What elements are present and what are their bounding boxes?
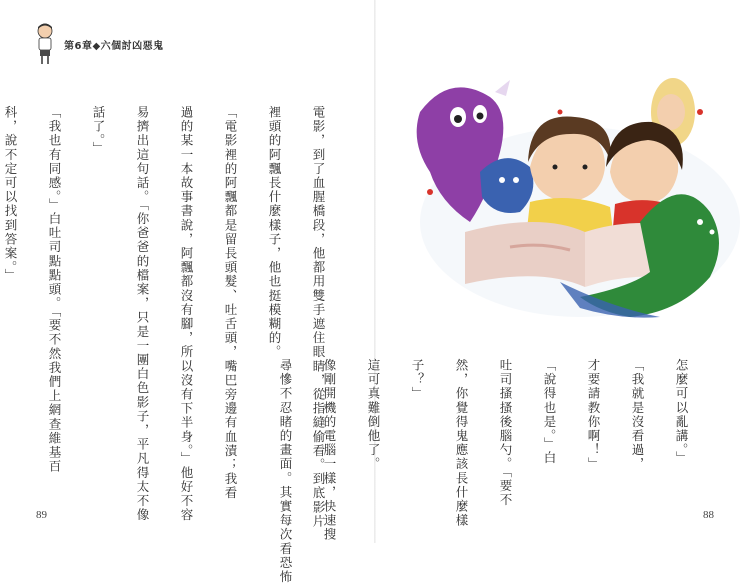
text-line: 「我就是沒看過，: [630, 358, 645, 472]
children-and-ghosts-illustration: [410, 72, 740, 322]
text-line: 科，說不定可以找到答案。」: [3, 105, 18, 283]
text-line: 易擠出這句話。「你爸爸的檔案，只是一團白色影子，平凡得太不像: [135, 105, 150, 523]
text-line: 怎麼可以亂講。」: [674, 358, 689, 466]
text-line: 才要請教你啊！」: [586, 358, 601, 472]
text-line: 裡頭的阿飄長什麼樣子，他也挺模糊的。: [267, 105, 282, 360]
text-line: 電影，到了血腥橋段，他都用雙手遮住眼睛，從指縫偷看。到底影片: [311, 105, 326, 529]
text-line: 吐司搔搔後腦勺。「要不: [498, 358, 513, 508]
text-line: 話了。」: [91, 105, 106, 156]
chapter-header: [32, 22, 164, 66]
page-number-left: 89: [36, 509, 47, 521]
text-line: 子？」: [410, 358, 425, 401]
text-line: 然，你覺得鬼應該長什麼樣: [454, 358, 469, 528]
text-line: 這可真難倒他了。: [366, 358, 381, 472]
text-line: 過的某一本故事書說，阿飄都沒有腳，所以沒有下半身。」他好不容: [179, 105, 194, 523]
text-line: 像剛開機的電腦一樣，快速搜: [322, 358, 337, 542]
text-line: 「說得也是。」白: [542, 358, 557, 466]
text-line: 尋慘不忍睹的畫面。其實每次看恐怖: [278, 358, 293, 584]
boy-figure-icon: [32, 22, 58, 66]
chapter-title: 第6章◆六個討凶惡鬼: [64, 40, 164, 52]
text-line: 「我也有同感。」白吐司點點頭。「要不然我們上網查維基百: [47, 105, 62, 474]
text-line: 「電影裡的阿飄都是留長頭髮、吐舌頭，嘴巴旁邊有血漬；我看: [223, 105, 238, 501]
page-number-right: 88: [703, 509, 714, 521]
